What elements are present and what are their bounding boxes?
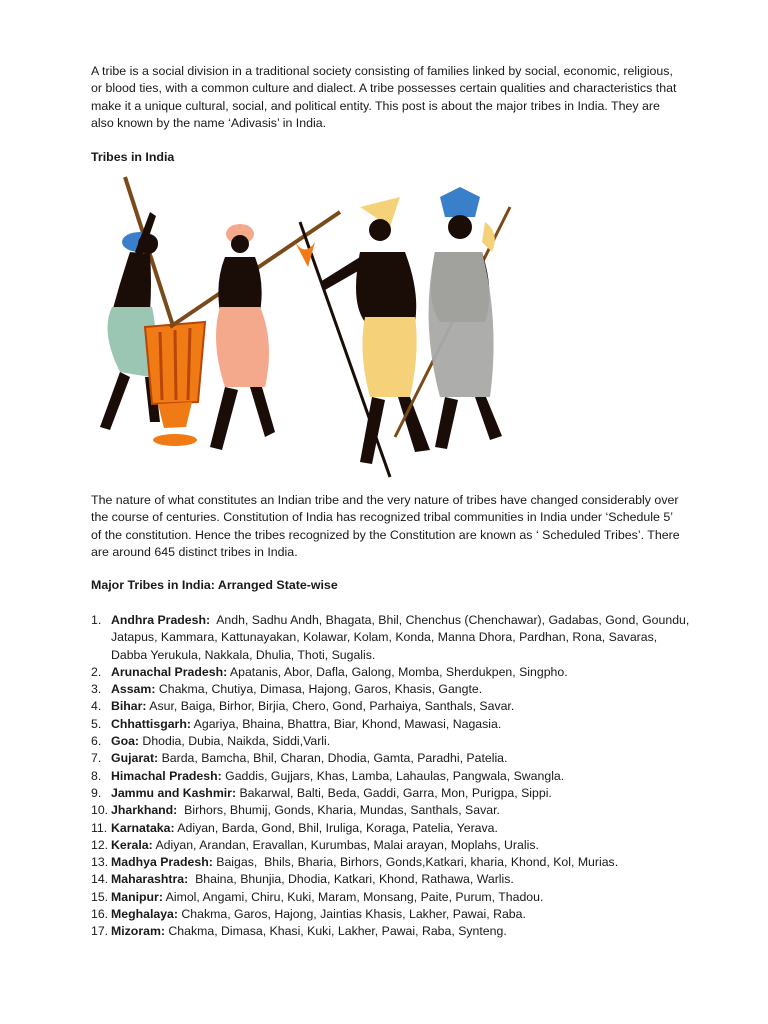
list-number: 11.: [91, 820, 108, 835]
intro-paragraph: A tribe is a social division in a traditional society consisting of families linked by social, economic, religious, or blood ties, with a common culture and dialect. A tribe possesses certain qualities and characteristics that make it a unique cultural, social, and political entity. This post is about the major tribes in India. They are also known by the name ‘Adivasis’ in India.: [91, 64, 677, 131]
state-list-item: [91, 906, 691, 923]
state-name: Bihar:: [111, 699, 147, 714]
list-number: 13.: [91, 855, 109, 870]
list-number: 1.: [91, 613, 102, 627]
state-list-item: [91, 820, 691, 837]
list-number: 3.: [91, 682, 102, 697]
state-name: Meghalaya:: [111, 907, 178, 922]
tribe-names: Barda, Bamcha, Bhil, Charan, Dhodia, Gamta, Paradhi, Patelia.: [158, 751, 508, 766]
state-name: Jharkhand:: [111, 803, 178, 818]
state-list-item: [91, 785, 691, 802]
list-number: 7.: [91, 751, 102, 766]
state-list-item: [91, 923, 691, 940]
states-list: [91, 612, 691, 941]
list-number: 10.: [91, 803, 109, 818]
state-name: Andhra Pradesh:: [111, 613, 211, 627]
tribe-names: Bhaina, Bhunjia, Dhodia, Katkari, Khond, Rathawa, Warlis.: [188, 872, 514, 887]
nature-paragraph: The nature of what constitutes an Indian tribe and the very nature of tribes have changed considerably over the course of centuries. Constitution of India has recognized tribal communities in India under ‘Schedule 5’ of the constitution. Hence the tribes recognized by the Constitution are known as ‘ Scheduled Tribes’. There are around 645 distinct tribes in India.: [91, 493, 680, 560]
list-number: 4.: [91, 699, 102, 714]
state-list-item: [91, 664, 691, 681]
list-number: 6.: [91, 734, 102, 749]
tribe-names: Baigas, Bhils, Bharia, Birhors, Gonds,Katkari, kharia, Khond, Kol, Murias.: [212, 855, 619, 870]
list-number: 16.: [91, 907, 109, 922]
state-name: Chhattisgarh:: [111, 716, 191, 731]
list-number: 5.: [91, 716, 102, 731]
figure-spear-man: [295, 197, 430, 477]
list-number: 15.: [91, 889, 109, 904]
tribe-names: Bakarwal, Balti, Beda, Gaddi, Garra, Mon, Purigpa, Sippi.: [236, 785, 552, 800]
state-list-item: [91, 716, 691, 733]
list-number: 14.: [91, 872, 109, 887]
state-name: Jammu and Kashmir:: [111, 785, 237, 800]
state-list-item: [91, 854, 691, 871]
tribe-names: Chakma, Garos, Hajong, Jaintias Khasis, Lakher, Pawai, Raba.: [177, 907, 526, 922]
list-number: 8.: [91, 768, 102, 783]
state-name: Manipur:: [111, 889, 163, 904]
tribal-dancers-illustration: [90, 172, 520, 482]
tribe-names: Dhodia, Dubia, Naikda, Siddi,Varli.: [139, 734, 331, 749]
list-number: 2.: [91, 664, 102, 679]
state-list-item: [91, 612, 691, 664]
state-list-item: [91, 837, 691, 854]
state-list-item: [91, 889, 691, 906]
list-number: 12.: [91, 837, 109, 852]
tribe-names: Birhors, Bhumij, Gonds, Kharia, Mundas, Santhals, Savar.: [177, 803, 500, 818]
tribe-names: Adiyan, Arandan, Eravallan, Kurumbas, Malai arayan, Moplahs, Uralis.: [152, 837, 539, 852]
state-list-item: [91, 750, 691, 767]
tribe-names: Chakma, Dimasa, Khasi, Kuki, Lakher, Pawai, Raba, Synteng.: [164, 924, 507, 939]
tribes-in-india-heading: Tribes in India: [91, 150, 175, 164]
tribe-names: Asur, Baiga, Birhor, Birjia, Chero, Gond, Parhaiya, Santhals, Savar.: [146, 699, 515, 714]
state-name: Karnataka:: [111, 820, 175, 835]
state-name: Gujarat:: [111, 751, 159, 766]
state-name: Madhya Pradesh:: [111, 855, 213, 870]
state-list-item: [91, 871, 691, 888]
state-name: Kerala:: [111, 837, 153, 852]
tribe-names: Aimol, Angami, Chiru, Kuki, Maram, Monsang, Paite, Purum, Thadou.: [162, 889, 544, 904]
state-name: Goa:: [111, 734, 140, 749]
drum: [145, 322, 205, 446]
state-name: Assam:: [111, 682, 156, 697]
state-list-item: [91, 681, 691, 698]
state-list-item: [91, 733, 691, 750]
tribe-names: Gaddis, Gujjars, Khas, Lamba, Lahaulas, Pangwala, Swangla.: [221, 768, 565, 783]
tribe-names: Adiyan, Barda, Gond, Bhil, Iruliga, Koraga, Patelia, Yerava.: [174, 820, 498, 835]
tribe-names: Apatanis, Abor, Dafla, Galong, Momba, Sherdukpen, Singpho.: [227, 664, 568, 679]
tribe-names: Chakma, Chutiya, Dimasa, Hajong, Garos, Khasis, Gangte.: [155, 682, 483, 697]
tribe-names: Andh, Sadhu Andh, Bhagata, Bhil, Chenchus (Chenchawar), Gadabas, Gond, Goundu, Jatapus, Kammara, Kattunayakan, Kolawar, Kolam, Konda, Manna Dhora, Pardhan, Rona, Savaras, Dabba Yerukula, Nakkala, Dhulia, Thoti, Sugalis.: [111, 613, 693, 662]
list-number: 17.: [91, 924, 109, 939]
state-name: Mizoram:: [111, 924, 165, 939]
state-list-item: [91, 768, 691, 785]
state-list-item: [91, 698, 691, 715]
list-number: 9.: [91, 785, 102, 800]
state-name: Himachal Pradesh:: [111, 768, 222, 783]
tribe-names: Agariya, Bhaina, Bhattra, Biar, Khond, Mawasi, Nagasia.: [190, 716, 502, 731]
state-list-item: [91, 802, 691, 819]
state-name: Maharashtra:: [111, 872, 189, 887]
major-tribes-heading: Major Tribes in India: Arranged State-wise: [91, 578, 338, 592]
state-name: Arunachal Pradesh:: [111, 664, 228, 679]
